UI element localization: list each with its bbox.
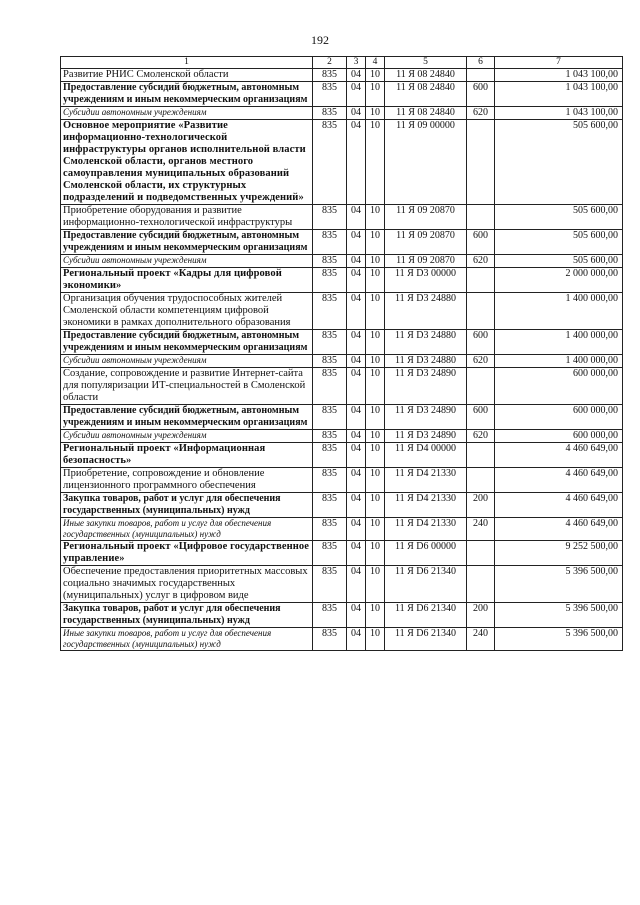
row-admin-code-cell: 835 [313, 355, 347, 368]
row-admin-code-cell: 835 [313, 468, 347, 493]
row-name-cell: Предоставление субсидий бюджетным, автономным учреждениям и иным некоммерческим организациям [61, 82, 313, 107]
row-subsection-cell: 10 [366, 518, 385, 541]
row-target-article-cell: 11 Я D4 21330 [385, 518, 467, 541]
row-section-cell: 04 [347, 268, 366, 293]
row-name-cell: Региональный проект «Цифровое государственное управление» [61, 541, 313, 566]
row-name-cell: Создание, сопровождение и развитие Интернет-сайта для популяризации ИТ-специальностей в Смоленской области [61, 368, 313, 405]
table-row [61, 330, 623, 355]
row-subsection-cell: 10 [366, 603, 385, 628]
row-admin-code-cell: 835 [313, 107, 347, 120]
row-amount-cell: 9 252 500,00 [495, 541, 623, 566]
table-row [61, 603, 623, 628]
row-amount-cell: 2 000 000,00 [495, 268, 623, 293]
row-section-cell: 04 [347, 107, 366, 120]
row-target-article-cell: 11 Я 08 24840 [385, 107, 467, 120]
row-amount-cell: 505 600,00 [495, 120, 623, 205]
row-section-cell: 04 [347, 69, 366, 82]
row-name-cell: Закупка товаров, работ и услуг для обеспечения государственных (муниципальных) нужд [61, 493, 313, 518]
row-amount-cell: 1 400 000,00 [495, 355, 623, 368]
row-name-cell: Субсидии автономным учреждениям [61, 430, 313, 443]
row-name-cell: Обеспечение предоставления приоритетных массовых социально значимых государственных (муниципальных) услуг в цифровом виде [61, 566, 313, 603]
row-section-cell: 04 [347, 430, 366, 443]
row-subsection-cell: 10 [366, 541, 385, 566]
row-admin-code-cell: 835 [313, 293, 347, 330]
row-name-cell: Основное мероприятие «Развитие информационно-технологической инфраструктуры органов исполнительной власти Смоленской области, органов местного самоуправления муниципальных образований Смоленской области, их структурных подразделений и подведомственных учреждений» [61, 120, 313, 205]
row-admin-code-cell: 835 [313, 69, 347, 82]
row-expense-type-cell: 600 [467, 230, 495, 255]
table-row [61, 293, 623, 330]
row-target-article-cell: 11 Я 09 20870 [385, 205, 467, 230]
row-expense-type-cell: 620 [467, 355, 495, 368]
table-row [61, 205, 623, 230]
row-amount-cell: 4 460 649,00 [495, 468, 623, 493]
row-section-cell: 04 [347, 405, 366, 430]
table-body [61, 57, 623, 651]
row-name-cell: Приобретение оборудования и развитие информационно-технологической инфраструктуры [61, 205, 313, 230]
row-name-cell: Приобретение, сопровождение и обновление лицензионного программного обеспечения [61, 468, 313, 493]
header-cell: 2 [313, 57, 347, 69]
row-name-cell: Закупка товаров, работ и услуг для обеспечения государственных (муниципальных) нужд [61, 603, 313, 628]
table-row [61, 566, 623, 603]
row-subsection-cell: 10 [366, 69, 385, 82]
row-amount-cell: 505 600,00 [495, 255, 623, 268]
row-subsection-cell: 10 [366, 566, 385, 603]
row-target-article-cell: 11 Я 09 20870 [385, 255, 467, 268]
table-row [61, 82, 623, 107]
row-subsection-cell: 10 [366, 330, 385, 355]
row-expense-type-cell: 240 [467, 628, 495, 651]
row-section-cell: 04 [347, 468, 366, 493]
row-amount-cell: 1 043 100,00 [495, 107, 623, 120]
row-name-cell: Предоставление субсидий бюджетным, автономным учреждениям и иным некоммерческим организациям [61, 330, 313, 355]
row-admin-code-cell: 835 [313, 518, 347, 541]
row-section-cell: 04 [347, 255, 366, 268]
page-number: 192 [311, 33, 329, 47]
row-target-article-cell: 11 Я D4 21330 [385, 493, 467, 518]
header-cell: 5 [385, 57, 467, 69]
row-expense-type-cell: 200 [467, 603, 495, 628]
row-expense-type-cell: 600 [467, 405, 495, 430]
row-subsection-cell: 10 [366, 493, 385, 518]
row-name-cell: Организация обучения трудоспособных жителей Смоленской области компетенциям цифровой экономики в рамках дополнительного образования [61, 293, 313, 330]
row-subsection-cell: 10 [366, 205, 385, 230]
row-target-article-cell: 11 Я D3 24890 [385, 368, 467, 405]
row-subsection-cell: 10 [366, 255, 385, 268]
row-subsection-cell: 10 [366, 107, 385, 120]
row-name-cell: Развитие РНИС Смоленской области [61, 69, 313, 82]
row-expense-type-cell: 620 [467, 255, 495, 268]
row-amount-cell: 5 396 500,00 [495, 566, 623, 603]
row-amount-cell: 1 043 100,00 [495, 69, 623, 82]
row-admin-code-cell: 835 [313, 566, 347, 603]
row-section-cell: 04 [347, 541, 366, 566]
row-admin-code-cell: 835 [313, 443, 347, 468]
row-amount-cell: 1 400 000,00 [495, 293, 623, 330]
row-subsection-cell: 10 [366, 355, 385, 368]
row-admin-code-cell: 835 [313, 368, 347, 405]
row-section-cell: 04 [347, 368, 366, 405]
row-section-cell: 04 [347, 293, 366, 330]
row-expense-type-cell [467, 541, 495, 566]
row-amount-cell: 4 460 649,00 [495, 493, 623, 518]
row-section-cell: 04 [347, 443, 366, 468]
row-subsection-cell: 10 [366, 628, 385, 651]
row-admin-code-cell: 835 [313, 230, 347, 255]
header-cell: 4 [366, 57, 385, 69]
row-name-cell: Региональный проект «Информационная безопасность» [61, 443, 313, 468]
row-target-article-cell: 11 Я D4 21330 [385, 468, 467, 493]
row-admin-code-cell: 835 [313, 493, 347, 518]
header-cell: 3 [347, 57, 366, 69]
row-subsection-cell: 10 [366, 405, 385, 430]
header-cell: 1 [61, 57, 313, 69]
row-admin-code-cell: 835 [313, 205, 347, 230]
row-target-article-cell: 11 Я D3 24880 [385, 355, 467, 368]
table-row [61, 430, 623, 443]
row-amount-cell: 505 600,00 [495, 230, 623, 255]
row-section-cell: 04 [347, 205, 366, 230]
row-name-cell: Предоставление субсидий бюджетным, автономным учреждениям и иным некоммерческим организациям [61, 405, 313, 430]
row-expense-type-cell: 200 [467, 493, 495, 518]
row-amount-cell: 4 460 649,00 [495, 518, 623, 541]
row-target-article-cell: 11 Я D6 21340 [385, 603, 467, 628]
row-target-article-cell: 11 Я D3 24880 [385, 330, 467, 355]
row-amount-cell: 1 043 100,00 [495, 82, 623, 107]
row-amount-cell: 600 000,00 [495, 430, 623, 443]
table-header-row [61, 57, 623, 69]
row-admin-code-cell: 835 [313, 430, 347, 443]
row-section-cell: 04 [347, 628, 366, 651]
row-name-cell: Субсидии автономным учреждениям [61, 255, 313, 268]
row-target-article-cell: 11 Я 08 24840 [385, 82, 467, 107]
row-expense-type-cell [467, 443, 495, 468]
row-target-article-cell: 11 Я D6 21340 [385, 566, 467, 603]
row-amount-cell: 4 460 649,00 [495, 443, 623, 468]
row-admin-code-cell: 835 [313, 628, 347, 651]
budget-table [60, 56, 623, 651]
row-name-cell: Региональный проект «Кадры для цифровой экономики» [61, 268, 313, 293]
row-expense-type-cell [467, 268, 495, 293]
row-section-cell: 04 [347, 603, 366, 628]
row-admin-code-cell: 835 [313, 120, 347, 205]
row-expense-type-cell: 620 [467, 107, 495, 120]
row-admin-code-cell: 835 [313, 541, 347, 566]
table-row [61, 493, 623, 518]
table-row [61, 368, 623, 405]
row-subsection-cell: 10 [366, 120, 385, 205]
row-admin-code-cell: 835 [313, 82, 347, 107]
row-admin-code-cell: 835 [313, 268, 347, 293]
table-row [61, 541, 623, 566]
row-target-article-cell: 11 Я D4 00000 [385, 443, 467, 468]
row-expense-type-cell [467, 293, 495, 330]
table-row [61, 405, 623, 430]
row-expense-type-cell: 600 [467, 82, 495, 107]
header-cell: 7 [495, 57, 623, 69]
row-subsection-cell: 10 [366, 430, 385, 443]
row-subsection-cell: 10 [366, 443, 385, 468]
row-subsection-cell: 10 [366, 293, 385, 330]
row-section-cell: 04 [347, 493, 366, 518]
table-row [61, 628, 623, 651]
row-section-cell: 04 [347, 355, 366, 368]
row-amount-cell: 5 396 500,00 [495, 603, 623, 628]
table-row [61, 107, 623, 120]
row-expense-type-cell [467, 120, 495, 205]
row-expense-type-cell: 600 [467, 330, 495, 355]
row-target-article-cell: 11 Я D6 00000 [385, 541, 467, 566]
row-subsection-cell: 10 [366, 230, 385, 255]
table-row [61, 69, 623, 82]
row-subsection-cell: 10 [366, 468, 385, 493]
table-row [61, 518, 623, 541]
row-target-article-cell: 11 Я 08 24840 [385, 69, 467, 82]
row-section-cell: 04 [347, 330, 366, 355]
header-cell: 6 [467, 57, 495, 69]
row-amount-cell: 5 396 500,00 [495, 628, 623, 651]
row-target-article-cell: 11 Я D3 24890 [385, 405, 467, 430]
row-admin-code-cell: 835 [313, 330, 347, 355]
row-target-article-cell: 11 Я D3 00000 [385, 268, 467, 293]
row-amount-cell: 600 000,00 [495, 405, 623, 430]
row-name-cell: Субсидии автономным учреждениям [61, 107, 313, 120]
row-expense-type-cell [467, 368, 495, 405]
row-expense-type-cell [467, 468, 495, 493]
row-name-cell: Иные закупки товаров, работ и услуг для обеспечения государственных (муниципальных) нужд [61, 628, 313, 651]
table-row [61, 230, 623, 255]
row-section-cell: 04 [347, 518, 366, 541]
row-subsection-cell: 10 [366, 368, 385, 405]
row-target-article-cell: 11 Я D6 21340 [385, 628, 467, 651]
row-section-cell: 04 [347, 230, 366, 255]
table-row [61, 255, 623, 268]
row-expense-type-cell [467, 566, 495, 603]
row-subsection-cell: 10 [366, 82, 385, 107]
row-name-cell: Субсидии автономным учреждениям [61, 355, 313, 368]
row-target-article-cell: 11 Я D3 24880 [385, 293, 467, 330]
table-row [61, 443, 623, 468]
row-section-cell: 04 [347, 566, 366, 603]
row-name-cell: Предоставление субсидий бюджетным, автономным учреждениям и иным некоммерческим организациям [61, 230, 313, 255]
row-expense-type-cell [467, 69, 495, 82]
row-target-article-cell: 11 Я 09 00000 [385, 120, 467, 205]
row-amount-cell: 505 600,00 [495, 205, 623, 230]
table-row [61, 120, 623, 205]
row-admin-code-cell: 835 [313, 603, 347, 628]
table-row [61, 268, 623, 293]
row-admin-code-cell: 835 [313, 405, 347, 430]
row-name-cell: Иные закупки товаров, работ и услуг для обеспечения государственных (муниципальных) нужд [61, 518, 313, 541]
row-expense-type-cell: 620 [467, 430, 495, 443]
row-section-cell: 04 [347, 120, 366, 205]
row-amount-cell: 600 000,00 [495, 368, 623, 405]
row-section-cell: 04 [347, 82, 366, 107]
row-amount-cell: 1 400 000,00 [495, 330, 623, 355]
row-admin-code-cell: 835 [313, 255, 347, 268]
row-expense-type-cell [467, 205, 495, 230]
table-row [61, 468, 623, 493]
row-subsection-cell: 10 [366, 268, 385, 293]
row-expense-type-cell: 240 [467, 518, 495, 541]
table-row [61, 355, 623, 368]
row-target-article-cell: 11 Я D3 24890 [385, 430, 467, 443]
row-target-article-cell: 11 Я 09 20870 [385, 230, 467, 255]
